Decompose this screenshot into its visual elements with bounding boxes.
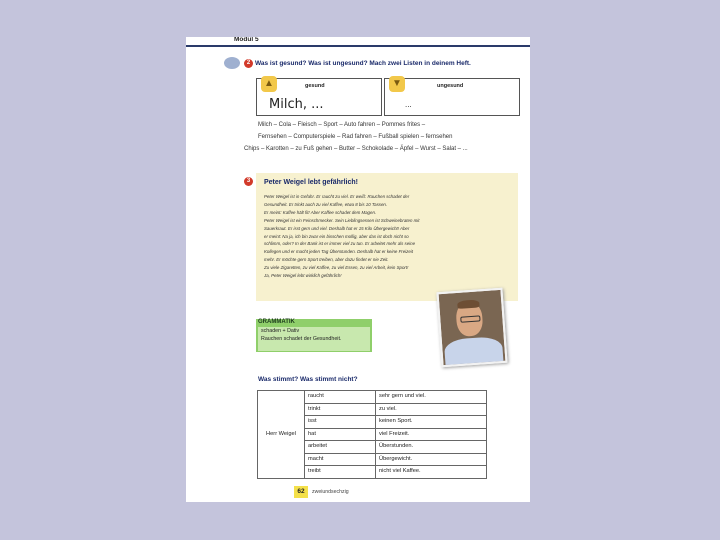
story-line: schlimm, oder? In der Bank ist er immer viel zu tun. Er arbeitet mehr als seine xyxy=(264,241,416,247)
object-cell: nicht viel Kaffee. xyxy=(379,468,421,474)
matching-table xyxy=(257,390,487,479)
thumbs-up-icon: ▲ xyxy=(261,76,277,92)
grammatik-content xyxy=(258,327,370,351)
object-cell: Überstunden. xyxy=(376,441,486,454)
verb-cell: isst xyxy=(305,416,375,429)
word-line: Chips – Karotten – zu Fuß gehen – Butter – Schokolade – Äpfel – Wurst – Salat – ... xyxy=(244,146,468,152)
exercise-number: 2 xyxy=(244,59,253,68)
exercise-number: 3 xyxy=(244,177,253,186)
story-title: Peter Weigel lebt gefährlich! xyxy=(264,179,359,186)
grammatik-rule: schaden + Dativ xyxy=(261,328,300,334)
portrait-photo xyxy=(436,288,507,367)
verb-cell: trinkt xyxy=(305,404,375,417)
exercise-question: Was stimmt? Was stimmt nicht? xyxy=(258,376,358,383)
verb-cell: hat xyxy=(305,429,375,442)
grammatik-example: Rauchen schadet der Gesundheit. xyxy=(261,336,342,342)
page-number-label: zweiundsechzig xyxy=(312,489,349,495)
story-line: Kollegen und er macht jeden Tag Überstunden. Deshalb hat er keine Freizeit xyxy=(264,249,413,255)
gesund-label: gesund xyxy=(305,83,325,89)
story-line: Sauerkraut. Er isst gern und viel. Deshalb hat er 15 Kilo Übergewicht! Aber xyxy=(264,225,410,231)
page-number: 62 xyxy=(294,486,308,498)
modul-label: Modul 5 xyxy=(234,37,259,43)
object-cell: keinen Sport. xyxy=(376,416,486,429)
thought-cloud-icon xyxy=(224,57,240,69)
grammatik-title: GRAMMATIK xyxy=(258,319,295,325)
word-list xyxy=(244,119,523,155)
gesund-box xyxy=(256,78,382,116)
story-line: Gesundheit. Er trinkt auch zu viel Kaffee, etwa 8 bis 10 Tassen. xyxy=(264,201,388,207)
verb-cell: arbeitet xyxy=(305,441,375,454)
story-line: Peter Weigel ist ein Feinschmecker. Sein Lieblingsessen ist Schweinebraten mit xyxy=(264,217,420,223)
story-text xyxy=(264,193,419,280)
ungesund-label: ungesund xyxy=(437,83,464,89)
gesund-example: Milch, ... xyxy=(269,97,324,112)
word-line: Milch – Cola – Fleisch – Sport – Auto fahren – Pommes frites – xyxy=(258,122,426,128)
story-line: Er meint: Kaffee hält fit! Aber Kaffee schadet dem Magen. xyxy=(264,209,377,215)
story-line: Zu viele Zigaretten, zu viel Kaffee, zu viel Essen, zu viel Arbeit, kein Sport! xyxy=(264,265,409,271)
story-line: er meint: Na ja, ich bin zwar ein bisschen mollig, aber das ist doch nicht so xyxy=(264,233,409,239)
exercise-heading: Was ist gesund? Was ist ungesund? Mach zwei Listen in deinem Heft. xyxy=(255,60,471,67)
thumbs-down-icon: ▼ xyxy=(389,76,405,92)
story-line: mehr. Er möchte gern Sport treiben, aber dazu findet er nie Zeit. xyxy=(264,257,389,263)
modul-header xyxy=(186,37,530,47)
verbs-column xyxy=(305,391,376,479)
subject-cell: Herr Weigel xyxy=(258,391,305,479)
story-line: Ja, Peter Weigel lebt wirklich gefährlich! xyxy=(264,273,342,279)
story-line: Peter Weigel ist in Gefahr. Er raucht zu viel. Er weiß: Rauchen schadet der xyxy=(264,194,410,199)
textbook-page xyxy=(186,37,530,502)
object-cell: Übergewicht. xyxy=(376,454,486,467)
objects-column xyxy=(376,391,487,479)
verb-cell: treibt xyxy=(308,468,321,474)
verb-cell: raucht xyxy=(305,391,375,404)
story-box xyxy=(256,173,518,301)
ungesund-example: ... xyxy=(405,100,412,109)
object-cell: sehr gern und viel. xyxy=(376,391,486,404)
object-cell: viel Freizeit. xyxy=(376,429,486,442)
verb-cell: macht xyxy=(305,454,375,467)
grammatik-box xyxy=(256,319,372,352)
ungesund-box xyxy=(384,78,520,116)
word-line: Fernsehen – Computerspiele – Rad fahren – Fußball spielen – fernsehen xyxy=(258,134,453,140)
object-cell: zu viel. xyxy=(376,404,486,417)
